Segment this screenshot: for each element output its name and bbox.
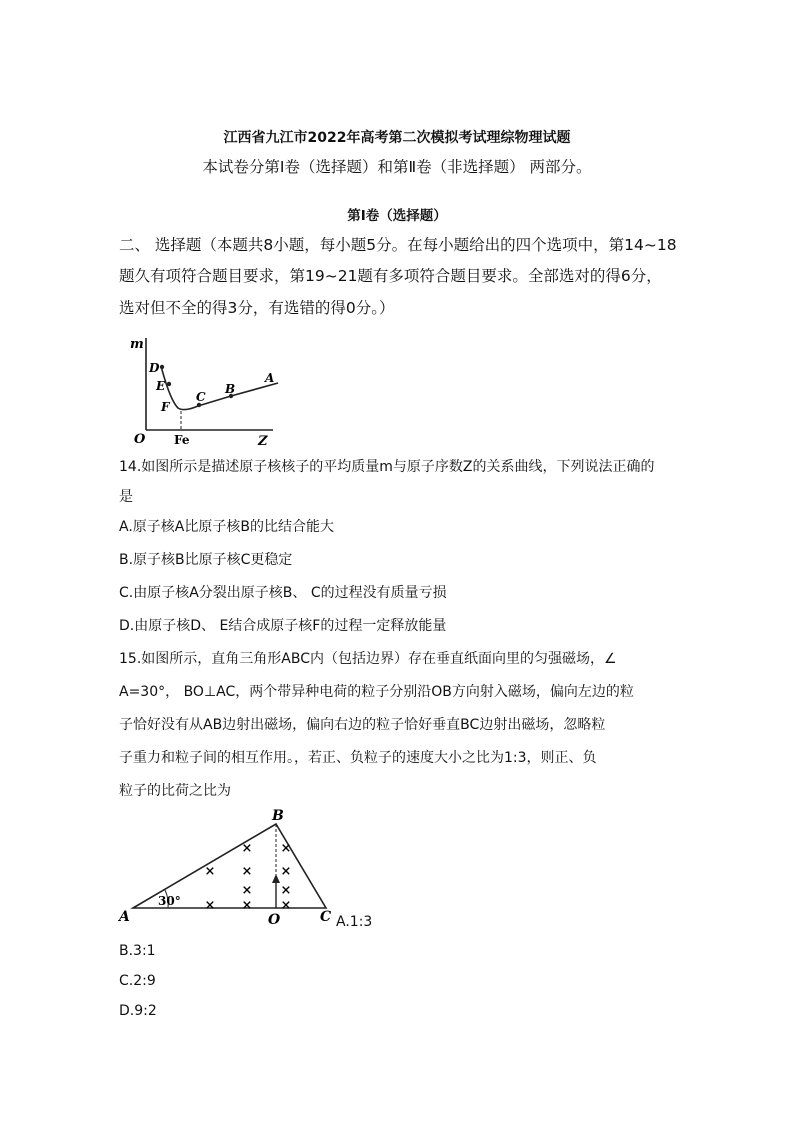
exam-title: 江西省九江市2022年高考第二次模拟考试理综物理试题 [223,130,571,146]
y-axis-label: m [130,337,144,352]
svg-text:×: × [204,864,216,879]
q15-option-a: A.1:3 [336,914,373,930]
fe-label: Fe [174,433,190,447]
mass-curve [161,366,278,410]
velocity-arrow [272,874,280,883]
q15-option-d: D.9:2 [119,1003,157,1019]
svg-text:×: × [280,841,292,856]
vertex-c-label: C [320,909,332,925]
svg-text:×: × [204,898,216,913]
q15-option-c: C.2:9 [119,973,156,989]
field-symbols [205,841,292,913]
svg-text:×: × [280,898,292,913]
angle-30-label: 30° [158,894,181,908]
svg-text:×: × [241,883,253,898]
vertex-a-label: A [119,909,130,925]
q15-stem-line-2: A=30°， BO⊥AC，两个带异种电荷的粒子分别沿OB方向射入磁场，偏向左边的粒 [119,684,634,700]
point-e-label: E [156,379,166,393]
instruction-line-2: 题久有项符合题目要求，第19~21题有多项符合题目要求。全部选对的得6分， [119,267,662,285]
exam-subtitle: 本试卷分第Ⅰ卷（选择题）和第Ⅱ卷（非选择题） 两部分。 [202,158,592,176]
vertex-b-label: B [272,808,284,824]
q14-option-d: D.由原子核D、 E结合成原子核F的过程一定释放能量 [119,618,447,634]
instruction-line-1: 二、 选择题（本题共8小题，每小题5分。在每小题给出的四个选项中，第14~18 [119,236,677,254]
q15-stem-line-1: 15.如图所示，直角三角形ABC内（包括边界）存在垂直纸面向里的匀强磁场，∠ [119,651,617,667]
svg-text:×: × [241,841,253,856]
q15-stem-line-4: 子重力和粒子间的相互作用。，若正、负粒子的速度大小之比为1:3，则正、负 [119,750,597,766]
triangle-field-figure [116,808,346,930]
svg-text:×: × [280,883,292,898]
q14-stem-line-1: 14.如图所示是描述原子核核子的平均质量m与原子序数Z的关系曲线，下列说法正确的 [119,459,655,475]
q14-option-b: B.原子核B比原子核C更稳定 [119,552,293,568]
section-title: 第Ⅰ卷（选择题） [347,208,447,224]
q14-stem-line-2: 是 [119,489,133,505]
q15-stem-line-5: 粒子的比荷之比为 [119,783,231,799]
point-c-label: C [196,390,206,404]
origin-label: O [134,432,146,447]
svg-text:×: × [241,898,253,913]
q15-stem-line-3: 子恰好没有从AB边射出磁场，偏向右边的粒子恰好垂直BC边射出磁场，忽略粒 [119,717,606,733]
point-a-label: A [265,371,275,385]
point-f-label: F [161,400,170,414]
point-b-label: B [225,382,236,396]
q14-option-a: A.原子核A比原子核B的比结合能大 [119,519,334,535]
mass-curve-figure [118,330,288,450]
q15-option-b: B.3:1 [119,943,156,959]
point-d-label: D [149,361,160,375]
svg-text:×: × [241,864,253,879]
x-axis-label: Z [258,434,268,449]
instruction-line-3: 选对但不全的得3分，有选错的得0分。） [119,299,395,317]
svg-text:×: × [280,864,292,879]
q14-option-c: C.由原子核A分裂出原子核B、 C的过程没有质量亏损 [119,585,447,601]
point-o-label: O [268,912,281,928]
